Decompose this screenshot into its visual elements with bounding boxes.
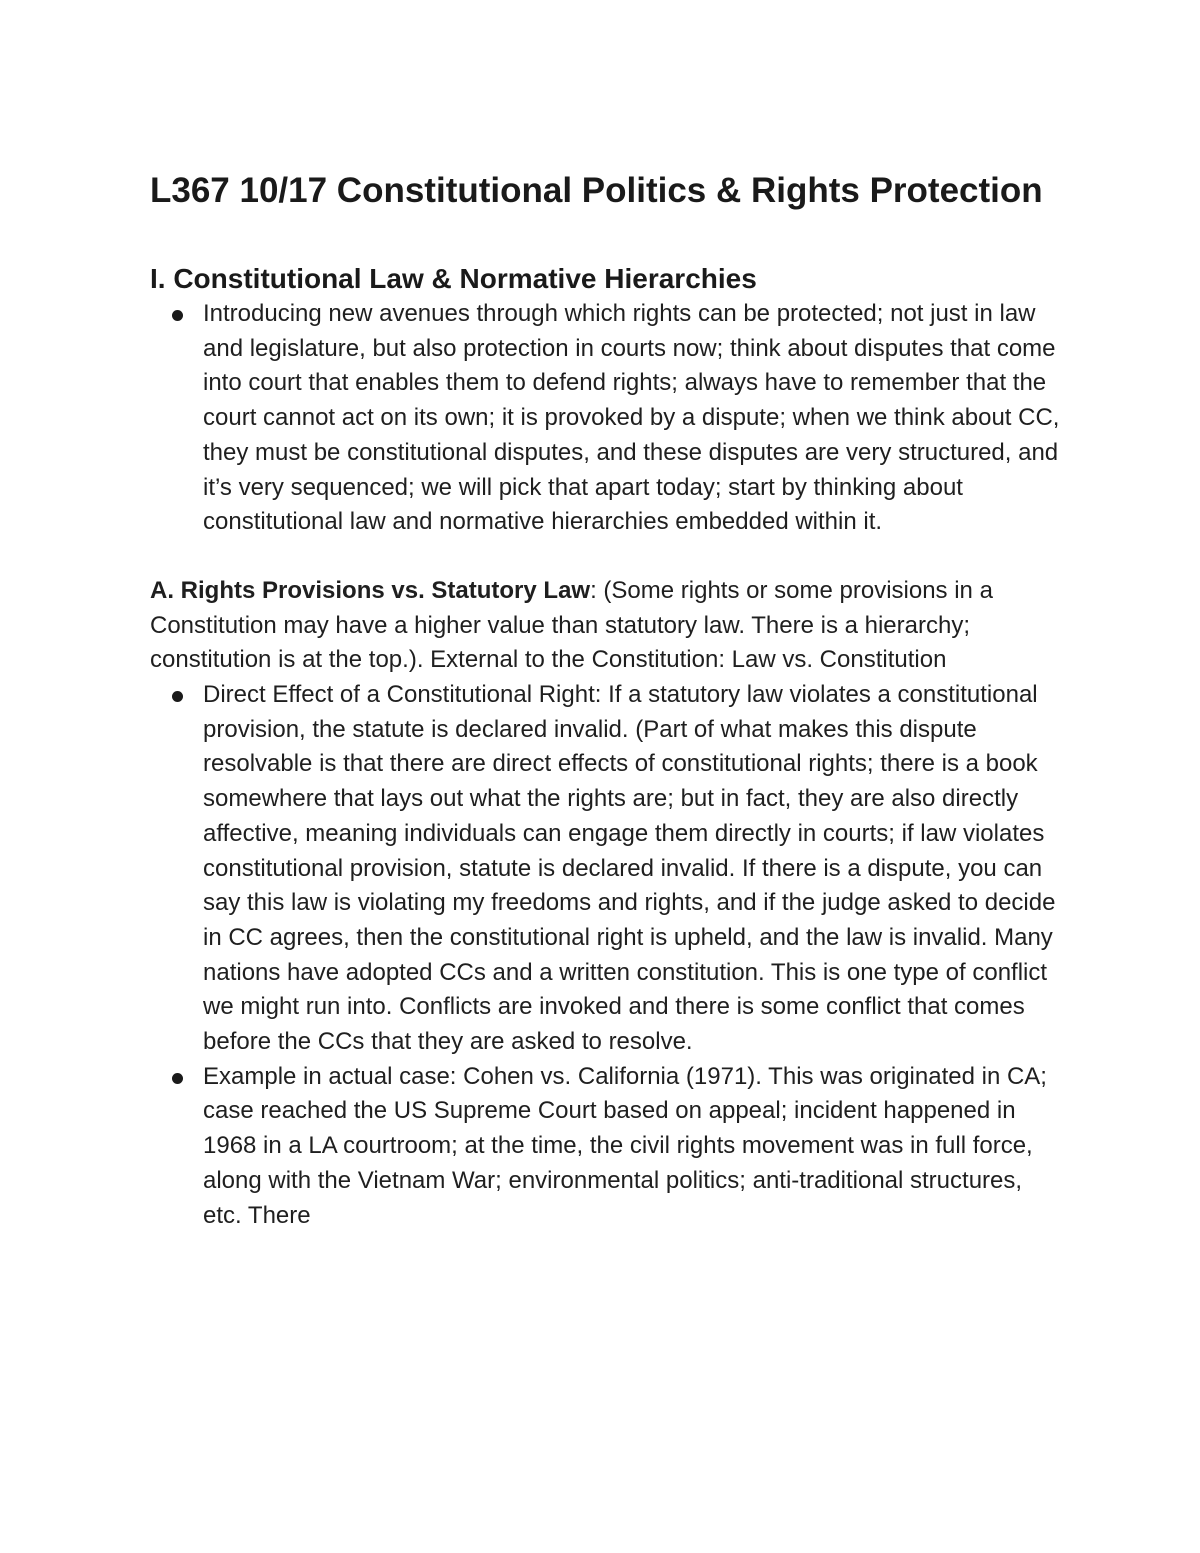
subsection-text: : (Some rights or some provisions in a Constitution may have a higher value than statutory law. There is a hierarchy; constitution is at the top.). External to the Constitution: Law vs. Constitution bbox=[150, 576, 993, 674]
bullet-text: Example in actual case: Cohen vs. California (1971). This was originated in CA; case reached the US Supreme Court based on appeal; incident happened in 1968 in a LA courtroom; at the time, the civil rights movement was in full force, along with the Vietnam War; environmental politics; anti-traditional structures, etc. There bbox=[203, 1062, 1047, 1229]
bullet-item bbox=[150, 1060, 1060, 1234]
bullet-item bbox=[150, 678, 1060, 1060]
subsection-a-bullet-list bbox=[150, 678, 1060, 1233]
document-title: L367 10/17 Constitutional Politics & Rights Protection bbox=[150, 171, 1043, 210]
bullet-item bbox=[150, 297, 1060, 540]
bullet-icon bbox=[172, 691, 183, 702]
bullet-text: Introducing new avenues through which rights can be protected; not just in law and legislature, but also protection in courts now; think about disputes that come into court that enables them to defend rights; always have to remember that the court cannot act on its own; it is provoked by a dispute; when we think about CC, they must be constitutional disputes, and these disputes are very structured, and it’s very sequenced; we will pick that apart today; start by thinking about constitutional law and normative hierarchies embedded within it. bbox=[203, 300, 1060, 536]
subsection-heading: A. Rights Provisions vs. Statutory Law bbox=[150, 576, 591, 604]
bullet-icon bbox=[172, 310, 183, 321]
section-1-bullet-list bbox=[150, 297, 1060, 540]
document-content bbox=[150, 168, 1060, 1233]
bullet-icon bbox=[172, 1073, 183, 1084]
bullet-text: Direct Effect of a Constitutional Right: If a statutory law violates a constitutional provision, the statute is declared invalid. (Part of what makes this dispute resolvable is that there are direct effects of constitutional rights; there is a book somewhere that lays out what the rights are; but in fact, they are also directly affective, meaning individuals can engage them directly in courts; if law violates constitutional provision, statute is declared invalid. If there is a dispute, you can say this law is violating my freedoms and rights, and if the judge asked to decide in CC agrees, then the constitutional right is upheld, and the law is invalid. Many nations have adopted CCs and a written constitution. This is one type of conflict we might run into. Conflicts are invoked and there is some conflict that comes before the CCs that they are asked to resolve. bbox=[203, 681, 1056, 1056]
section-heading: I. Constitutional Law & Normative Hierarchies bbox=[150, 263, 757, 294]
subsection-paragraph bbox=[150, 574, 1060, 678]
